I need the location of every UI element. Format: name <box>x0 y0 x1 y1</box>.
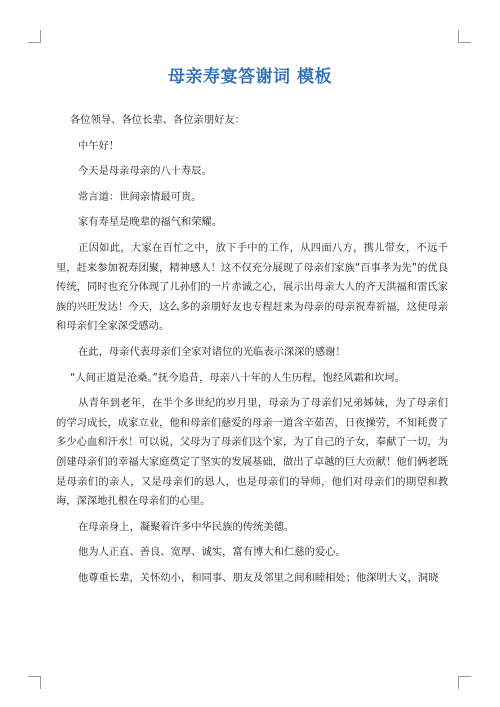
body-paragraph: 他为人正直、善良、宽厚、诚实，富有博大和仁慈的爱心。 <box>78 546 346 559</box>
salutation-paragraph: 各位领导、各位长辈、各位亲朋好友： <box>70 114 246 126</box>
body-paragraph: 从青年到老年，在半个多世纪的岁月里，母亲为了母亲们兄弟姊妹，为了母亲们的学习成长，成家立业，他和母亲们慈爱的母亲一道含辛茹苦，日夜操劳，不知耗费了多少心血和汗水！可以说，父母为了母亲们这个家，为了自己的子女，奉献了一切，为创建母亲们的幸福大家庭奠定了坚实的发展基础，做出了卓越的巨大贡献！他们俩老既是母亲们的亲人，又是母亲们的恩人，也是母亲们的导师，他们对母亲们的期望和教诲，深深地扎根在母亲们的心里。 <box>56 397 448 508</box>
body-paragraph: 今天是母亲母亲的八十寿辰。 <box>78 165 212 178</box>
body-paragraph: “人间正道是沧桑。”抚今追昔，母亲八十年的人生历程，饱经风霜和坎坷。 <box>70 371 406 384</box>
document-body <box>56 111 448 594</box>
crop-mark-bottom-left <box>28 676 41 689</box>
crop-mark-top-right <box>458 30 471 43</box>
body-paragraph: 在此，母亲代表母亲们全家对诸位的光临表示深深的感谢！ <box>78 345 346 358</box>
greeting-paragraph: 中午好！ <box>78 139 120 152</box>
document-title: 母亲寿宴答谢词 模板 <box>168 67 332 87</box>
body-paragraph: 常言道：世间亲情最可贵。 <box>78 190 202 203</box>
body-paragraph: 在母亲身上，凝聚着许多中华民族的传统美德。 <box>78 520 295 533</box>
crop-mark-bottom-right <box>458 676 471 689</box>
crop-mark-top-left <box>28 30 41 43</box>
body-paragraph: 正因如此，大家在百忙之中，放下手中的工作，从四面八方，携儿带女，不远千里，赶来参加祝寿团聚，精神感人！这不仅充分展现了母亲们家族“百事孝为先”的优良传统，同时也充分体现了儿孙们的一片赤诚之心，展示出母亲大人的齐天洪福和雷氏家族的兴旺发达！今天，这么多的亲朋好友也专程赶来为母亲的母亲祝寿祈福，这使母亲和母亲们全家深受感动。 <box>56 241 448 333</box>
body-paragraph: 他尊重长辈，关怀幼小，和同事、朋友及邻里之间和睦相处；他深明大义，洞晓 <box>78 571 439 584</box>
body-paragraph: 家有寿星是晚辈的福气和荣耀。 <box>78 216 223 229</box>
